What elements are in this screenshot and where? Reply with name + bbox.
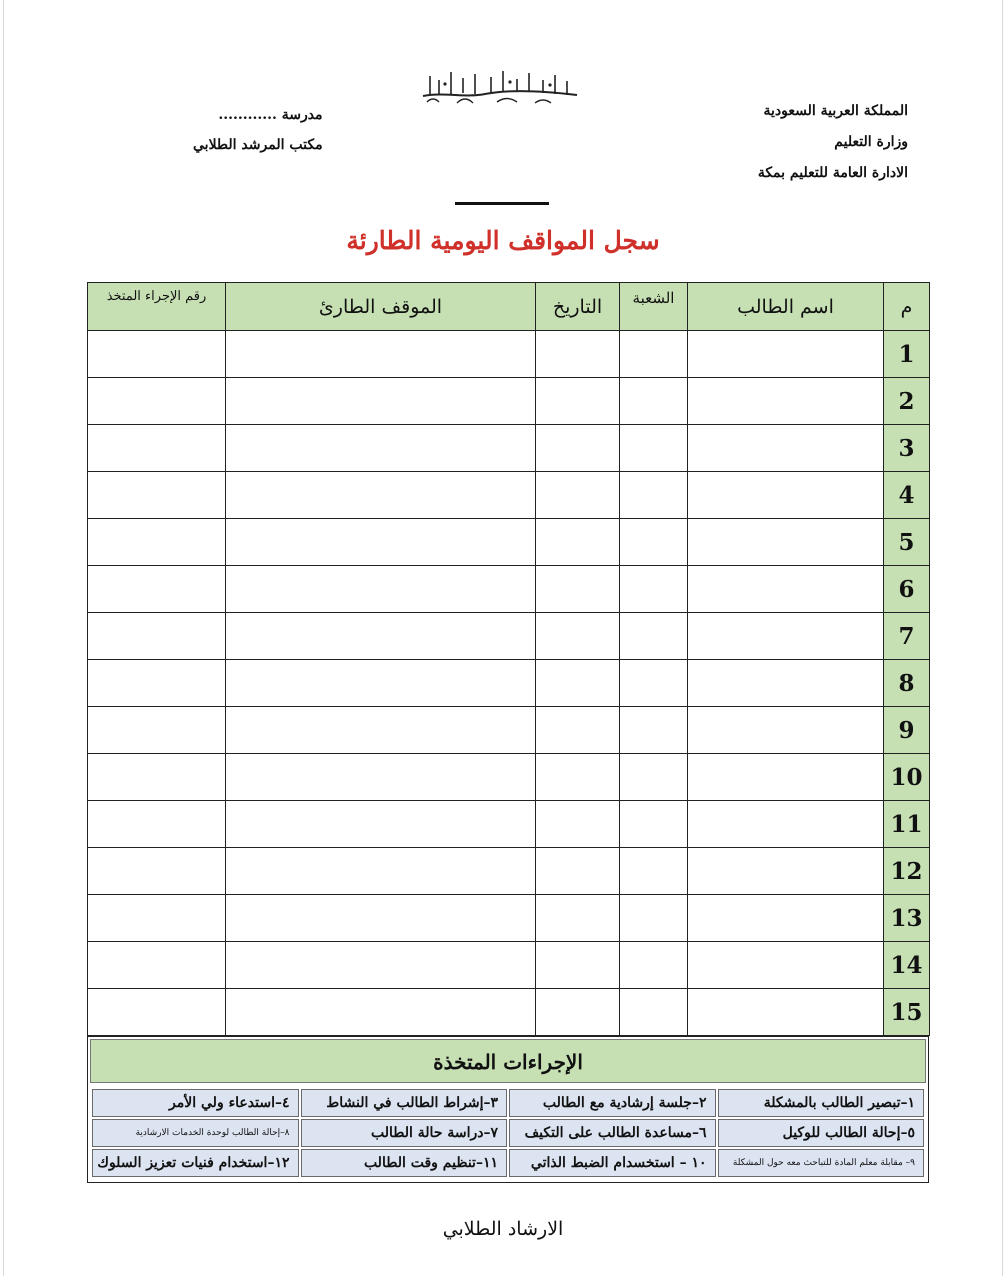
cell-incident[interactable] — [226, 613, 536, 660]
cell-student-name[interactable] — [688, 754, 884, 801]
cell-action-number[interactable] — [88, 472, 226, 519]
row-number: 6 — [884, 566, 930, 613]
table-header-row — [88, 283, 930, 331]
col-header-number: م — [884, 283, 930, 331]
table-row — [88, 425, 930, 472]
header-office: مكتب المرشد الطلابي — [193, 137, 323, 153]
row-number: 14 — [884, 942, 930, 989]
row-number: 12 — [884, 848, 930, 895]
cell-action-number[interactable] — [88, 425, 226, 472]
action-item: ٥–إحالة الطالب للوكيل — [718, 1119, 925, 1147]
action-item: ٤–استدعاء ولي الأمر — [92, 1089, 299, 1117]
col-header-date: التاريخ — [536, 283, 620, 331]
cell-action-number[interactable] — [88, 801, 226, 848]
cell-action-number[interactable] — [88, 378, 226, 425]
table-body — [88, 331, 930, 1036]
row-number: 1 — [884, 331, 930, 378]
cell-action-number[interactable] — [88, 754, 226, 801]
cell-section[interactable] — [620, 378, 688, 425]
row-number: 8 — [884, 660, 930, 707]
cell-section[interactable] — [620, 801, 688, 848]
col-header-action-number: رقم الإجراء المتخذ — [88, 283, 226, 331]
cell-action-number[interactable] — [88, 660, 226, 707]
cell-student-name[interactable] — [688, 707, 884, 754]
basmala-icon — [405, 62, 595, 110]
cell-date[interactable] — [536, 801, 620, 848]
cell-student-name[interactable] — [688, 942, 884, 989]
cell-incident[interactable] — [226, 848, 536, 895]
action-item: ٧–دراسة حالة الطالب — [301, 1119, 508, 1147]
table-row — [88, 801, 930, 848]
header-school: مدرسة ............ — [218, 107, 323, 123]
table-row — [88, 331, 930, 378]
action-item: ١١–تنظيم وقت الطالب — [301, 1149, 508, 1177]
cell-date[interactable] — [536, 425, 620, 472]
cell-action-number[interactable] — [88, 989, 226, 1036]
cell-action-number[interactable] — [88, 895, 226, 942]
row-number: 15 — [884, 989, 930, 1036]
cell-student-name[interactable] — [688, 331, 884, 378]
cell-incident[interactable] — [226, 331, 536, 378]
cell-date[interactable] — [536, 895, 620, 942]
actions-row — [92, 1089, 924, 1117]
cell-incident[interactable] — [226, 707, 536, 754]
cell-incident[interactable] — [226, 660, 536, 707]
cell-date[interactable] — [536, 613, 620, 660]
cell-action-number[interactable] — [88, 566, 226, 613]
table-row — [88, 472, 930, 519]
cell-action-number[interactable] — [88, 942, 226, 989]
cell-date[interactable] — [536, 331, 620, 378]
cell-action-number[interactable] — [88, 613, 226, 660]
cell-student-name[interactable] — [688, 472, 884, 519]
cell-student-name[interactable] — [688, 425, 884, 472]
action-item: ٨–إحالة الطالب لوحدة الخدمات الارشادية — [92, 1119, 299, 1147]
cell-incident[interactable] — [226, 942, 536, 989]
cell-action-number[interactable] — [88, 331, 226, 378]
cell-incident[interactable] — [226, 378, 536, 425]
cell-date[interactable] — [536, 378, 620, 425]
cell-student-name[interactable] — [688, 848, 884, 895]
row-number: 11 — [884, 801, 930, 848]
cell-incident[interactable] — [226, 425, 536, 472]
cell-incident[interactable] — [226, 566, 536, 613]
basmala-calligraphy — [405, 62, 595, 110]
action-item: ٣–إشراط الطالب في النشاط — [301, 1089, 508, 1117]
cell-date[interactable] — [536, 942, 620, 989]
row-number: 2 — [884, 378, 930, 425]
cell-incident[interactable] — [226, 754, 536, 801]
cell-date[interactable] — [536, 754, 620, 801]
ministry-header — [758, 96, 908, 189]
header-ministry: وزارة التعليم — [834, 134, 908, 150]
cell-action-number[interactable] — [88, 848, 226, 895]
cell-section[interactable] — [620, 660, 688, 707]
cell-section[interactable] — [620, 472, 688, 519]
cell-section[interactable] — [620, 613, 688, 660]
actions-row — [92, 1149, 924, 1177]
cell-section[interactable] — [620, 848, 688, 895]
cell-student-name[interactable] — [688, 989, 884, 1036]
action-item: ٩– مقابلة معلم المادة للتباحث معه حول المشكلة — [718, 1149, 925, 1177]
cell-date[interactable] — [536, 989, 620, 1036]
footer-signature: الارشاد الطلابي — [442, 1218, 564, 1240]
row-number: 10 — [884, 754, 930, 801]
col-header-section: الشعبة — [620, 283, 688, 331]
table-row — [88, 754, 930, 801]
row-number: 4 — [884, 472, 930, 519]
actions-title: الإجراءات المتخذة — [90, 1039, 926, 1083]
page-title: سجل المواقف اليومية الطارئة — [346, 226, 660, 255]
title-divider — [455, 202, 549, 205]
action-item: ١–تبصير الطالب بالمشكلة — [718, 1089, 925, 1117]
actions-row — [92, 1119, 924, 1147]
cell-action-number[interactable] — [88, 707, 226, 754]
cell-incident[interactable] — [226, 989, 536, 1036]
cell-date[interactable] — [536, 848, 620, 895]
cell-section[interactable] — [620, 895, 688, 942]
school-header — [193, 100, 323, 160]
table-row — [88, 848, 930, 895]
cell-section[interactable] — [620, 566, 688, 613]
col-header-incident: الموقف الطارئ — [226, 283, 536, 331]
cell-incident[interactable] — [226, 472, 536, 519]
row-number: 13 — [884, 895, 930, 942]
actions-grid — [90, 1087, 926, 1179]
cell-student-name[interactable] — [688, 378, 884, 425]
cell-section[interactable] — [620, 942, 688, 989]
cell-incident[interactable] — [226, 895, 536, 942]
cell-incident[interactable] — [226, 519, 536, 566]
table-row — [88, 660, 930, 707]
cell-student-name[interactable] — [688, 895, 884, 942]
action-item: ١٢–استخدام فنيات تعزيز السلوك — [92, 1149, 299, 1177]
header-directorate: الادارة العامة للتعليم بمكة — [757, 165, 908, 181]
cell-student-name[interactable] — [688, 613, 884, 660]
cell-section[interactable] — [620, 707, 688, 754]
cell-student-name[interactable] — [688, 660, 884, 707]
cell-student-name[interactable] — [688, 801, 884, 848]
table-row — [88, 566, 930, 613]
action-item: ١٠ – استخسدام الضبط الذاتي — [509, 1149, 716, 1177]
cell-student-name[interactable] — [688, 566, 884, 613]
cell-date[interactable] — [536, 472, 620, 519]
cell-student-name[interactable] — [688, 519, 884, 566]
cell-section[interactable] — [620, 425, 688, 472]
cell-date[interactable] — [536, 660, 620, 707]
table-row — [88, 895, 930, 942]
table-row — [88, 707, 930, 754]
cell-section[interactable] — [620, 989, 688, 1036]
cell-section[interactable] — [620, 519, 688, 566]
cell-action-number[interactable] — [88, 519, 226, 566]
table-row — [88, 519, 930, 566]
cell-section[interactable] — [620, 331, 688, 378]
col-header-student-name: اسم الطالب — [688, 283, 884, 331]
cell-incident[interactable] — [226, 801, 536, 848]
row-number: 5 — [884, 519, 930, 566]
header-country: المملكة العربية السعودية — [763, 103, 908, 119]
cell-date[interactable] — [536, 707, 620, 754]
row-number: 9 — [884, 707, 930, 754]
row-number: 3 — [884, 425, 930, 472]
table-row — [88, 942, 930, 989]
action-item: ٦–مساعدة الطالب على التكيف — [509, 1119, 716, 1147]
action-item: ٢–جلسة إرشادية مع الطالب — [509, 1089, 716, 1117]
cell-date[interactable] — [536, 519, 620, 566]
cell-date[interactable] — [536, 566, 620, 613]
table-row — [88, 613, 930, 660]
table-row — [88, 989, 930, 1036]
table-row — [88, 378, 930, 425]
actions-section — [87, 1036, 929, 1183]
row-number: 7 — [884, 613, 930, 660]
incidents-table — [87, 282, 930, 1036]
cell-section[interactable] — [620, 754, 688, 801]
